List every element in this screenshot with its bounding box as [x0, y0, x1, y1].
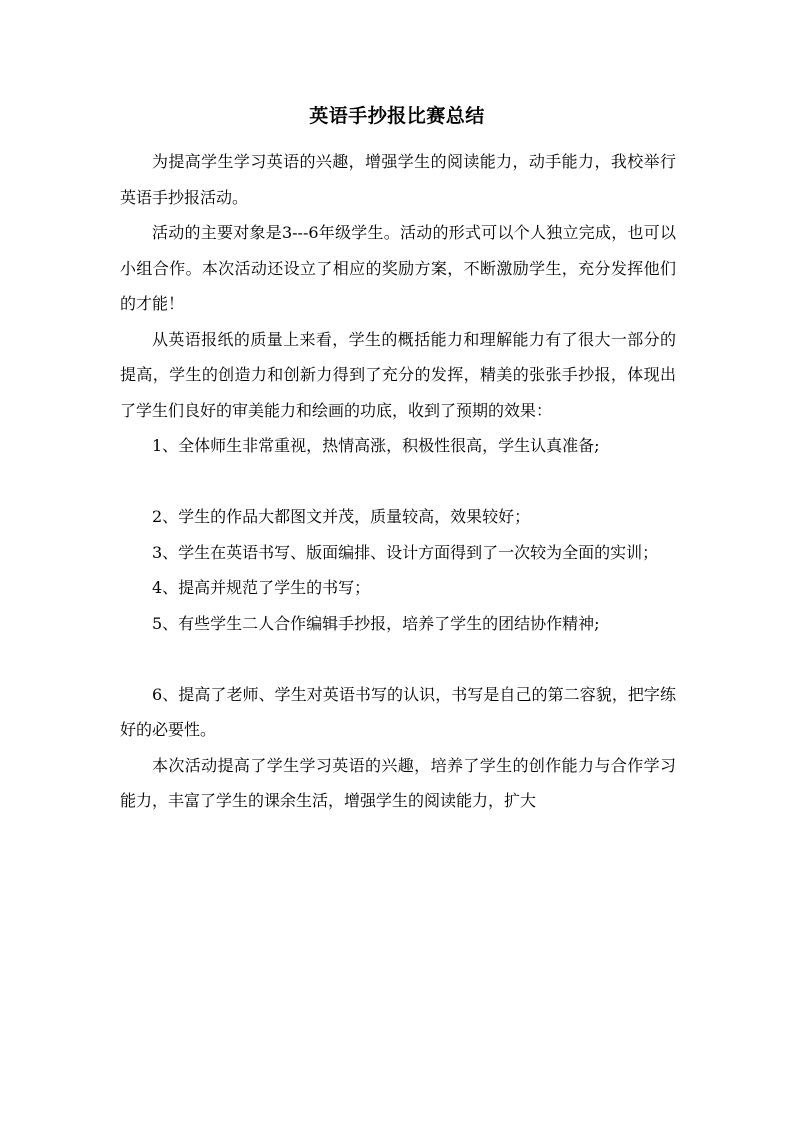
document-title: 英语手抄报比赛总结	[309, 105, 485, 127]
paragraph-conclusion: 本次活动提高了学生学习英语的兴趣，培养了学生的创作能力与合作学习能力，丰富了学生的课余生活，增强学生的阅读能力，扩大	[120, 755, 676, 810]
list-item-5: 5、有些学生二人合作编辑手抄报，培养了学生的团结协作精神;	[152, 613, 600, 633]
paragraph-intro: 为提高学生学习英语的兴趣，增强学生的阅读能力，动手能力，我校举行英语手抄报活动。	[120, 152, 676, 207]
list-item-4: 4、提高并规范了学生的书写；	[152, 578, 371, 597]
list-item-2: 2、学生的作品大都图文并茂，质量较高，效果较好；	[152, 507, 531, 526]
list-item-6: 6、提高了老师、学生对英语书写的认识，书写是自己的第二容貌，把字练好的必要性。	[120, 684, 676, 739]
paragraph-quality: 从英语报纸的质量上来看，学生的概括能力和理解能力有了很大一部分的提高，学生的创造力和创新力得到了充分的发挥，精美的张张手抄报，体现出了学生们良好的审美能力和绘画的功底，收到了预期的效果：	[120, 329, 676, 420]
paragraph-targets: 活动的主要对象是3---6年级学生。活动的形式可以个人独立完成，也可以小组合作。本次活动还设立了相应的奖励方案，不断激励学生，充分发挥他们的才能！	[120, 223, 676, 313]
document-body	[120, 144, 676, 819]
list-item-3: 3、学生在英语书写、版面编排、设计方面得到了一次较为全面的实训；	[152, 542, 659, 562]
list-item-1: 1、全体师生非常重视，热情高涨，积极性很高，学生认真准备;	[152, 436, 600, 455]
